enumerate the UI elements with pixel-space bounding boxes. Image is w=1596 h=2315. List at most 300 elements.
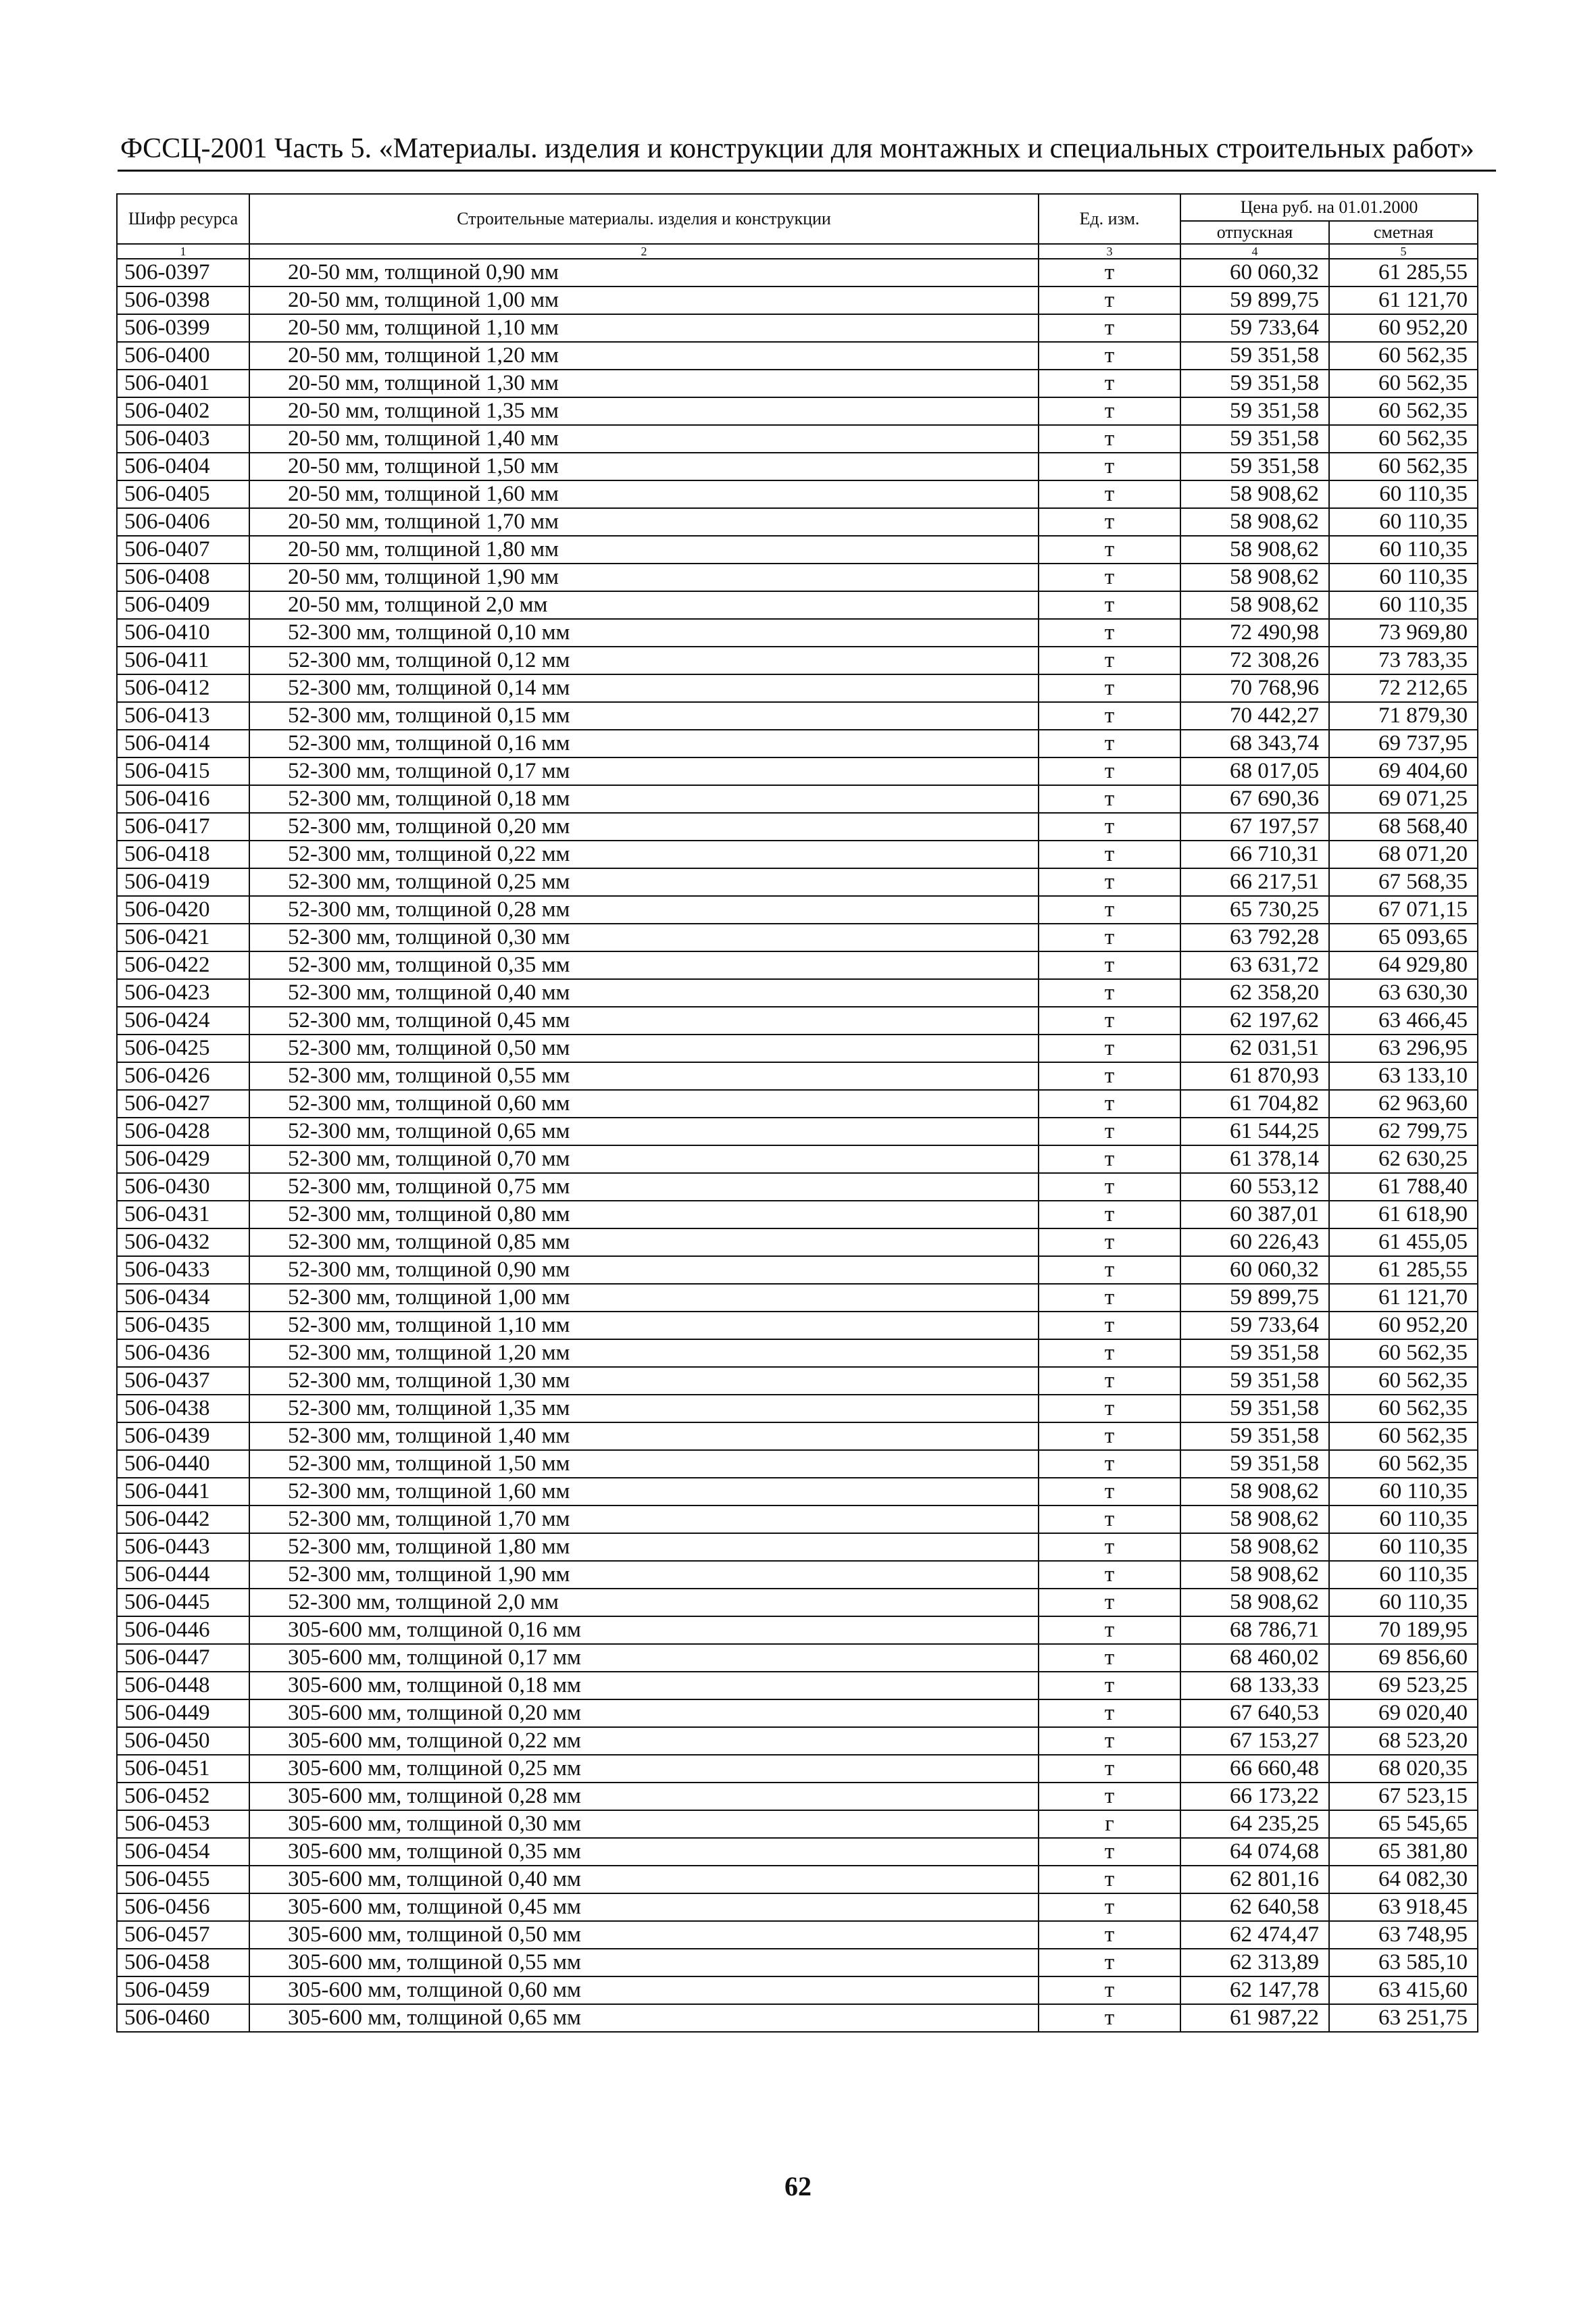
table-body [117,259,1478,2032]
row-price-release: 66 660,48 [1180,1755,1329,1783]
row-name: 52-300 мм, толщиной 0,30 мм [249,924,1039,951]
table-row [117,1478,1478,1505]
row-price-estimate: 65 545,65 [1329,1810,1478,1838]
row-name: 52-300 мм, толщиной 1,40 мм [249,1422,1039,1450]
row-price-estimate: 60 562,35 [1329,1422,1478,1450]
row-code: 506-0413 [117,702,249,730]
row-price-release: 62 147,78 [1180,1976,1329,2004]
row-price-release: 58 908,62 [1180,1561,1329,1589]
row-price-release: 58 908,62 [1180,1505,1329,1533]
row-code: 506-0405 [117,480,249,508]
row-unit: т [1039,1893,1180,1921]
row-name: 305-600 мм, толщиной 0,35 мм [249,1838,1039,1866]
row-name: 52-300 мм, толщиной 0,35 мм [249,951,1039,979]
table-row [117,702,1478,730]
row-unit: т [1039,757,1180,785]
row-code: 506-0419 [117,868,249,896]
row-code: 506-0401 [117,370,249,397]
table-row [117,591,1478,619]
row-price-release: 70 442,27 [1180,702,1329,730]
row-price-release: 64 074,68 [1180,1838,1329,1866]
row-name: 305-600 мм, толщиной 0,20 мм [249,1699,1039,1727]
row-price-estimate: 61 788,40 [1329,1173,1478,1201]
row-unit: т [1039,730,1180,757]
row-code: 506-0435 [117,1312,249,1339]
table-row [117,342,1478,370]
row-name: 52-300 мм, толщиной 1,35 мм [249,1395,1039,1422]
row-code: 506-0403 [117,425,249,453]
row-code: 506-0420 [117,896,249,924]
row-price-release: 70 768,96 [1180,674,1329,702]
column-number: 4 [1180,244,1329,259]
table-row [117,1312,1478,1339]
row-price-release: 67 690,36 [1180,785,1329,813]
row-price-release: 59 351,58 [1180,1339,1329,1367]
table-row [117,1949,1478,1976]
row-code: 506-0454 [117,1838,249,1866]
row-unit: т [1039,1561,1180,1589]
row-price-release: 58 908,62 [1180,508,1329,536]
row-unit: т [1039,1976,1180,2004]
column-number: 1 [117,244,249,259]
row-unit: т [1039,1007,1180,1035]
row-code: 506-0458 [117,1949,249,1976]
row-price-release: 59 351,58 [1180,425,1329,453]
row-unit: т [1039,1035,1180,1062]
row-code: 506-0439 [117,1422,249,1450]
column-number: 2 [249,244,1039,259]
row-code: 506-0407 [117,536,249,564]
table-row [117,1173,1478,1201]
row-code: 506-0444 [117,1561,249,1589]
row-name: 20-50 мм, толщиной 1,90 мм [249,564,1039,591]
row-price-release: 67 153,27 [1180,1727,1329,1755]
row-code: 506-0402 [117,397,249,425]
row-price-estimate: 61 121,70 [1329,1284,1478,1312]
table-row [117,1035,1478,1062]
row-code: 506-0417 [117,813,249,841]
row-price-release: 58 908,62 [1180,564,1329,591]
row-price-release: 59 351,58 [1180,1450,1329,1478]
table-row [117,1339,1478,1367]
table-row [117,1976,1478,2004]
row-code: 506-0455 [117,1866,249,1893]
row-unit: т [1039,619,1180,647]
row-price-estimate: 60 562,35 [1329,1395,1478,1422]
row-price-estimate: 60 110,35 [1329,1589,1478,1616]
row-unit: т [1039,1838,1180,1866]
table-row [117,287,1478,314]
row-price-release: 65 730,25 [1180,896,1329,924]
row-price-release: 63 631,72 [1180,951,1329,979]
row-price-release: 58 908,62 [1180,480,1329,508]
row-code: 506-0437 [117,1367,249,1395]
row-name: 52-300 мм, толщиной 0,28 мм [249,896,1039,924]
page-number: 62 [784,2171,812,2201]
row-name: 305-600 мм, толщиной 0,18 мм [249,1672,1039,1699]
row-price-estimate: 60 952,20 [1329,1312,1478,1339]
row-price-release: 59 351,58 [1180,370,1329,397]
row-code: 506-0416 [117,785,249,813]
row-price-estimate: 62 799,75 [1329,1118,1478,1145]
row-price-release: 61 870,93 [1180,1062,1329,1090]
row-price-release: 59 351,58 [1180,1422,1329,1450]
row-price-release: 68 017,05 [1180,757,1329,785]
row-name: 20-50 мм, толщиной 1,10 мм [249,314,1039,342]
table-row [117,1866,1478,1893]
row-name: 20-50 мм, толщиной 1,00 мм [249,287,1039,314]
table-row [117,674,1478,702]
header-price-release: отпускная [1180,221,1329,244]
row-price-release: 58 908,62 [1180,1589,1329,1616]
row-price-release: 62 474,47 [1180,1921,1329,1949]
row-price-estimate: 60 562,35 [1329,1367,1478,1395]
row-price-estimate: 69 071,25 [1329,785,1478,813]
row-unit: т [1039,1312,1180,1339]
row-code: 506-0414 [117,730,249,757]
row-code: 506-0433 [117,1256,249,1284]
row-name: 52-300 мм, толщиной 1,20 мм [249,1339,1039,1367]
row-code: 506-0430 [117,1173,249,1201]
row-code: 506-0426 [117,1062,249,1090]
row-unit: т [1039,813,1180,841]
row-price-release: 68 460,02 [1180,1644,1329,1672]
row-price-estimate: 70 189,95 [1329,1616,1478,1644]
row-unit: т [1039,2004,1180,2032]
row-price-release: 68 343,74 [1180,730,1329,757]
row-unit: т [1039,425,1180,453]
row-price-estimate: 68 071,20 [1329,841,1478,868]
row-name: 52-300 мм, толщиной 0,17 мм [249,757,1039,785]
row-code: 506-0460 [117,2004,249,2032]
row-name: 52-300 мм, толщиной 0,65 мм [249,1118,1039,1145]
table-row [117,1533,1478,1561]
row-price-estimate: 67 523,15 [1329,1783,1478,1810]
row-name: 305-600 мм, толщиной 0,55 мм [249,1949,1039,1976]
row-unit: т [1039,1367,1180,1395]
table-row [117,813,1478,841]
row-unit: т [1039,1422,1180,1450]
row-name: 52-300 мм, толщиной 1,80 мм [249,1533,1039,1561]
row-price-release: 62 031,51 [1180,1035,1329,1062]
row-code: 506-0441 [117,1478,249,1505]
row-price-estimate: 60 562,35 [1329,425,1478,453]
row-code: 506-0415 [117,757,249,785]
row-code: 506-0442 [117,1505,249,1533]
table-row [117,951,1478,979]
row-price-release: 72 308,26 [1180,647,1329,674]
row-name: 52-300 мм, толщиной 1,50 мм [249,1450,1039,1478]
row-code: 506-0456 [117,1893,249,1921]
row-price-release: 61 987,22 [1180,2004,1329,2032]
table-row [117,480,1478,508]
table-row [117,1921,1478,1949]
header-name: Строительные материалы. изделия и конструкции [249,194,1039,244]
row-price-release: 59 899,75 [1180,1284,1329,1312]
row-price-estimate: 65 381,80 [1329,1838,1478,1866]
row-unit: т [1039,370,1180,397]
table-row [117,314,1478,342]
row-price-release: 60 060,32 [1180,1256,1329,1284]
table-row [117,1505,1478,1533]
table-row [117,1450,1478,1478]
table-row [117,1783,1478,1810]
row-price-estimate: 61 285,55 [1329,259,1478,287]
row-unit: т [1039,1866,1180,1893]
row-code: 506-0429 [117,1145,249,1173]
row-price-estimate: 63 918,45 [1329,1893,1478,1921]
row-unit: т [1039,1672,1180,1699]
row-price-estimate: 63 585,10 [1329,1949,1478,1976]
table-row [117,536,1478,564]
row-name: 52-300 мм, толщиной 0,50 мм [249,1035,1039,1062]
row-price-estimate: 60 110,35 [1329,591,1478,619]
header-code: Шифр ресурса [117,194,249,244]
row-price-release: 62 640,58 [1180,1893,1329,1921]
header-price-group: Цена руб. на 01.01.2000 [1180,194,1478,221]
row-price-release: 59 351,58 [1180,1395,1329,1422]
row-unit: т [1039,1699,1180,1727]
row-name: 52-300 мм, толщиной 1,70 мм [249,1505,1039,1533]
row-price-release: 61 704,82 [1180,1090,1329,1118]
row-code: 506-0418 [117,841,249,868]
row-name: 305-600 мм, толщиной 0,17 мм [249,1644,1039,1672]
row-unit: г [1039,1810,1180,1838]
row-price-estimate: 69 404,60 [1329,757,1478,785]
row-name: 52-300 мм, толщиной 0,90 мм [249,1256,1039,1284]
row-name: 52-300 мм, толщиной 1,10 мм [249,1312,1039,1339]
row-unit: т [1039,1395,1180,1422]
row-unit: т [1039,1755,1180,1783]
row-price-estimate: 63 133,10 [1329,1062,1478,1090]
row-price-release: 61 378,14 [1180,1145,1329,1173]
row-unit: т [1039,1062,1180,1090]
table-row [117,1893,1478,1921]
table-row [117,1838,1478,1866]
row-name: 305-600 мм, толщиной 0,50 мм [249,1921,1039,1949]
row-code: 506-0411 [117,647,249,674]
table-row [117,868,1478,896]
table-row [117,1118,1478,1145]
row-code: 506-0404 [117,453,249,480]
row-price-release: 62 358,20 [1180,979,1329,1007]
row-unit: т [1039,841,1180,868]
row-name: 52-300 мм, толщиной 0,75 мм [249,1173,1039,1201]
row-name: 52-300 мм, толщиной 1,60 мм [249,1478,1039,1505]
row-unit: т [1039,702,1180,730]
row-price-estimate: 60 110,35 [1329,508,1478,536]
table-row [117,1228,1478,1256]
row-name: 20-50 мм, толщиной 1,80 мм [249,536,1039,564]
row-price-estimate: 67 568,35 [1329,868,1478,896]
row-price-release: 66 217,51 [1180,868,1329,896]
row-code: 506-0412 [117,674,249,702]
row-name: 52-300 мм, толщиной 0,40 мм [249,979,1039,1007]
row-code: 506-0431 [117,1201,249,1228]
row-name: 305-600 мм, толщиной 0,22 мм [249,1727,1039,1755]
row-name: 52-300 мм, толщиной 0,55 мм [249,1062,1039,1090]
row-code: 506-0409 [117,591,249,619]
row-price-estimate: 61 455,05 [1329,1228,1478,1256]
row-price-estimate: 73 783,35 [1329,647,1478,674]
row-price-release: 58 908,62 [1180,591,1329,619]
row-unit: т [1039,1090,1180,1118]
row-unit: т [1039,1644,1180,1672]
row-code: 506-0422 [117,951,249,979]
table-row [117,397,1478,425]
row-code: 506-0443 [117,1533,249,1561]
row-code: 506-0397 [117,259,249,287]
row-name: 305-600 мм, толщиной 0,40 мм [249,1866,1039,1893]
row-price-release: 66 173,22 [1180,1783,1329,1810]
row-unit: т [1039,342,1180,370]
row-code: 506-0406 [117,508,249,536]
row-price-release: 60 553,12 [1180,1173,1329,1201]
row-name: 20-50 мм, толщиной 1,30 мм [249,370,1039,397]
table-row [117,730,1478,757]
row-code: 506-0445 [117,1589,249,1616]
row-price-release: 60 060,32 [1180,259,1329,287]
row-name: 305-600 мм, толщиной 0,25 мм [249,1755,1039,1783]
row-code: 506-0440 [117,1450,249,1478]
row-price-estimate: 60 562,35 [1329,397,1478,425]
row-unit: т [1039,1450,1180,1478]
row-code: 506-0400 [117,342,249,370]
row-code: 506-0447 [117,1644,249,1672]
row-name: 52-300 мм, толщиной 0,85 мм [249,1228,1039,1256]
row-price-estimate: 60 562,35 [1329,342,1478,370]
row-price-estimate: 60 110,35 [1329,480,1478,508]
row-unit: т [1039,674,1180,702]
row-name: 20-50 мм, толщиной 1,20 мм [249,342,1039,370]
table-row [117,1256,1478,1284]
row-unit: т [1039,647,1180,674]
row-unit: т [1039,287,1180,314]
table-row [117,1616,1478,1644]
row-name: 52-300 мм, толщиной 0,45 мм [249,1007,1039,1035]
row-code: 506-0457 [117,1921,249,1949]
row-code: 506-0427 [117,1090,249,1118]
row-name: 52-300 мм, толщиной 0,18 мм [249,785,1039,813]
row-code: 506-0436 [117,1339,249,1367]
row-price-release: 59 351,58 [1180,342,1329,370]
row-price-estimate: 72 212,65 [1329,674,1478,702]
row-price-release: 59 351,58 [1180,453,1329,480]
row-code: 506-0428 [117,1118,249,1145]
row-price-release: 62 313,89 [1180,1949,1329,1976]
row-price-release: 60 387,01 [1180,1201,1329,1228]
table-row [117,1672,1478,1699]
row-price-estimate: 62 630,25 [1329,1145,1478,1173]
row-name: 52-300 мм, толщиной 0,22 мм [249,841,1039,868]
row-code: 506-0452 [117,1783,249,1810]
row-name: 305-600 мм, толщиной 0,16 мм [249,1616,1039,1644]
row-price-estimate: 60 110,35 [1329,564,1478,591]
row-unit: т [1039,1201,1180,1228]
table-row [117,1201,1478,1228]
row-price-estimate: 68 568,40 [1329,813,1478,841]
row-code: 506-0438 [117,1395,249,1422]
row-price-release: 62 197,62 [1180,1007,1329,1035]
row-unit: т [1039,924,1180,951]
row-price-release: 68 133,33 [1180,1672,1329,1699]
row-price-release: 59 733,64 [1180,314,1329,342]
table-row [117,1422,1478,1450]
row-price-release: 61 544,25 [1180,1118,1329,1145]
row-code: 506-0434 [117,1284,249,1312]
row-price-estimate: 63 748,95 [1329,1921,1478,1949]
row-unit: т [1039,314,1180,342]
row-price-estimate: 62 963,60 [1329,1090,1478,1118]
table-row [117,370,1478,397]
table-row [117,1007,1478,1035]
row-unit: т [1039,1616,1180,1644]
row-unit: т [1039,868,1180,896]
row-name: 305-600 мм, толщиной 0,45 мм [249,1893,1039,1921]
row-code: 506-0421 [117,924,249,951]
row-name: 52-300 мм, толщиной 1,30 мм [249,1367,1039,1395]
row-code: 506-0453 [117,1810,249,1838]
table-row [117,259,1478,287]
row-price-release: 64 235,25 [1180,1810,1329,1838]
table-row [117,841,1478,868]
row-price-release: 62 801,16 [1180,1866,1329,1893]
table-row [117,924,1478,951]
table-row [117,619,1478,647]
row-code: 506-0451 [117,1755,249,1783]
row-code: 506-0423 [117,979,249,1007]
row-name: 305-600 мм, толщиной 0,30 мм [249,1810,1039,1838]
row-unit: т [1039,1173,1180,1201]
row-unit: т [1039,979,1180,1007]
row-name: 52-300 мм, толщиной 0,16 мм [249,730,1039,757]
row-unit: т [1039,259,1180,287]
row-unit: т [1039,536,1180,564]
row-price-estimate: 60 952,20 [1329,314,1478,342]
row-price-estimate: 63 251,75 [1329,2004,1478,2032]
row-name: 20-50 мм, толщиной 1,70 мм [249,508,1039,536]
row-price-release: 72 490,98 [1180,619,1329,647]
column-number: 5 [1329,244,1478,259]
row-name: 52-300 мм, толщиной 1,90 мм [249,1561,1039,1589]
row-unit: т [1039,785,1180,813]
table-row [117,2004,1478,2032]
row-price-estimate: 64 082,30 [1329,1866,1478,1893]
row-code: 506-0450 [117,1727,249,1755]
row-price-estimate: 60 110,35 [1329,1478,1478,1505]
table-row [117,1644,1478,1672]
header-unit: Ед. изм. [1039,194,1180,244]
row-unit: т [1039,564,1180,591]
table-row [117,1589,1478,1616]
row-price-release: 67 197,57 [1180,813,1329,841]
table-row [117,785,1478,813]
row-unit: т [1039,1533,1180,1561]
row-price-estimate: 71 879,30 [1329,702,1478,730]
row-price-estimate: 67 071,15 [1329,896,1478,924]
table-row [117,1145,1478,1173]
table-row [117,1699,1478,1727]
row-price-release: 59 351,58 [1180,397,1329,425]
table-row [117,757,1478,785]
row-unit: т [1039,453,1180,480]
table-row [117,979,1478,1007]
column-number-row [117,244,1478,259]
row-price-release: 59 733,64 [1180,1312,1329,1339]
row-name: 52-300 мм, толщиной 2,0 мм [249,1589,1039,1616]
row-name: 52-300 мм, толщиной 0,12 мм [249,647,1039,674]
row-unit: т [1039,1505,1180,1533]
